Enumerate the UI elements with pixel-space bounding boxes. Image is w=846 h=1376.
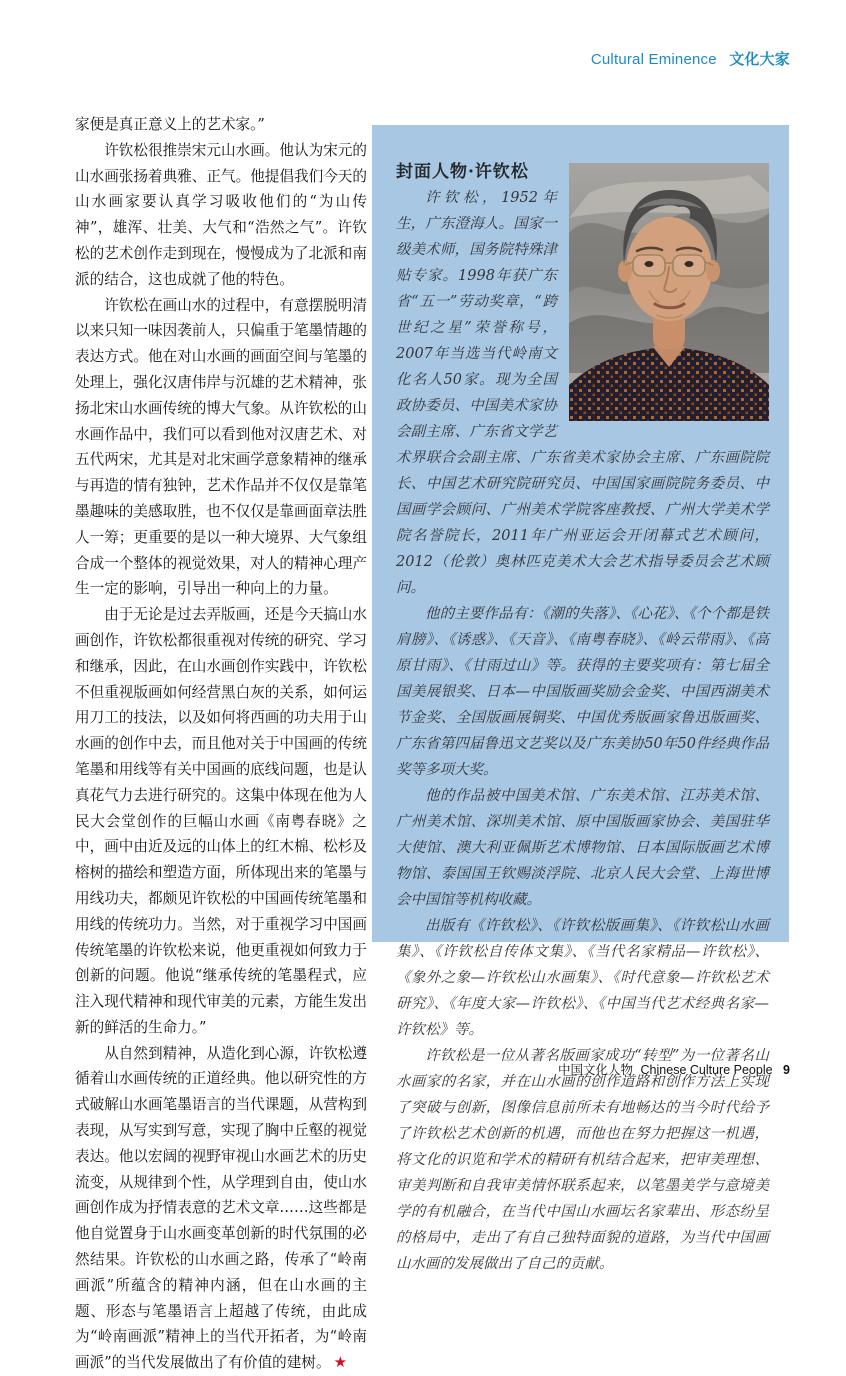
article-end-star-icon: ★ bbox=[333, 1353, 348, 1372]
portrait-photo bbox=[569, 163, 769, 421]
footer-journal-zh: 中国文化人物 bbox=[558, 1063, 634, 1077]
profile-title: 封面人物·许钦松 bbox=[396, 162, 529, 182]
profile-paragraph-4: 出版有《许钦松》、《许钦松版画集》、《许钦松山水画集》、《许钦松自传体文集》、《当代名家精品—许钦松》、《象外之象—许钦松山水画集》、《时代意象—许钦松艺术研究》、《年度大家—许钦松》、《中国当代艺术经典名家—许钦松》等。 bbox=[396, 918, 769, 1038]
section-title-en: Cultural Eminence bbox=[590, 51, 717, 68]
footer-page-number: 9 bbox=[783, 1063, 790, 1077]
page-footer bbox=[558, 1060, 790, 1078]
profile-paragraph-5: 许钦松是一位从著名版画家成功“转型”为一位著名山水画家的名家，并在山水画的创作道路和创作方法上实现了突破与创新，图像信息前所未有地畅达的当今时代给予了许钦松艺术创新的机遇，而他也在努力把握这一机遇，将文化的识览和学术的精研有机结合起来，把审美理想、审美判断和自我审美情怀联系起来，以笔墨美学与意境美学的有机融合，在当代中国山水画坛名家辈出、形态纷呈的格局中，走出了有自己独特面貌的道路，为当代中国画山水画的发展做出了自己的贡献。 bbox=[396, 1048, 769, 1272]
article-paragraph-3: 许钦松在画山水的过程中，有意摆脱明清以来只知一味因袭前人，只偏重于笔墨情趣的表达方式。他在对山水画的画面空间与笔墨的处理上，强化汉唐伟岸与沉雄的艺术精神，张扬北宋山水画传统的博大气象。从许钦松的山水画作品中，我们可以看到他对汉唐艺术、对五代两宋，尤其是对北宋画学意象精神的继承与再造的情有独钟，艺术作品并不仅仅是靠笔墨趣味的美感取胜，也不仅仅是靠画面章法胜人一筹；更重要的是以一种大境界、大气象组合成一个整体的视觉效果，对人的精神心理产生一定的影响，引导出一种向上的力量。 bbox=[75, 296, 367, 598]
footer-journal-en: Chinese Culture People bbox=[640, 1063, 773, 1077]
article-paragraph-5-text: 从自然到精神，从造化到心源，许钦松遵循着山水画传统的正道经典。他以研究性的方式破解山水画笔墨语言的当代课题，从营构到表现，从写实到写意，实现了胸中丘壑的视觉表达。他以宏阔的视野审视山水画艺术的历史流变，从规律到个性，从学理到自由，使山水画创作成为抒情表意的艺术文章……这些都是他自觉置身于山水画变革创新的时代氛围的必然结果。许钦松的山水画之路，传承了“岭南画派”所蕴含的精神内涵，但在山水画的主题、形态与笔墨语言上超越了传统，由此成为“岭南画派”精神上的当代开拓者，为“岭南画派”的当代发展做出了有价值的建树。 bbox=[75, 1044, 367, 1372]
profile-paragraph-3: 他的作品被中国美术馆、广东美术馆、江苏美术馆、广州美术馆、深圳美术馆、原中国版画家协会、美国驻华大使馆、澳大利亚佩斯艺术博物馆、日本国际版画艺术博物馆、泰国国王钦赐淡浮院、北京人民大会堂、上海世博会中国馆等机构收藏。 bbox=[396, 788, 769, 908]
profile-paragraph-1: 许钦松，1952年生，广东澄海人。国家一级美术师，国务院特殊津贴专家。1998年获广东省“五一”劳动奖章，“跨世纪之星”荣誉称号，2007年当选当代岭南文化名人50家。现为全国政协委员、中国美术家协会副主席、广东省文学艺术界联合会副主席、广东省美术家协会主席、广东画院院长、中国艺术研究院研究员、中国国家画院院务委员、中国画学会顾问、广州美术学院客座教授、广州大学美术学院名誉院长，2011年广州亚运会开闭幕式艺术顾问，2012（伦敦）奥林匹克美术大会艺术指导委员会艺术顾问。 bbox=[396, 190, 769, 596]
article-paragraph-4: 由于无论是过去弄版画，还是今天搞山水画创作，许钦松都很重视对传统的研究、学习和继承，因此，在山水画创作实践中，许钦松不但重视版画如何经营黑白灰的关系，如何运用刀工的技法，以及如何将西画的功夫用于山水画的创作中去，而且他对关于中国画的传统笔墨和用线等有关中国画的底线问题，也是认真花气力去进行研究的。这集中体现在他为人民大会堂创作的巨幅山水画《南粤春晓》之中，画中由近及远的山体上的红木棉、松杉及榕树的描绘和塑造方面，所体现出来的笔墨与用线功夫，都颇见许钦松的中国画传统笔墨和用线的传统功力。当然，对于重视学习中国画传统笔墨的许钦松来说，他更重视如何致力于创新的问题。他说“继承传统的笔墨程式，应注入现代精神和现代审美的元素，方能生发出新的鲜活的生命力。” bbox=[75, 606, 367, 1036]
portrait-illustration bbox=[569, 163, 769, 421]
article-paragraph-5 bbox=[75, 1041, 367, 1376]
section-header bbox=[591, 48, 790, 69]
article-body bbox=[75, 112, 367, 1376]
article-paragraph-1: 家便是真正意义上的艺术家。” bbox=[75, 116, 265, 133]
article-paragraph-2: 许钦松很推崇宋元山水画。他认为宋元的山水画张扬着典雅、正气。他提倡我们今天的山水画家要认真学习吸收他们的“为山传神”，雄浑、壮美、大气和“浩然之气”。许钦松的艺术创作走到现在，慢慢成为了北派和南派的结合，这也成就了他的特色。 bbox=[75, 141, 367, 288]
section-title-zh: 文化大家 bbox=[729, 51, 790, 68]
profile-paragraph-2: 他的主要作品有：《潮的失落》、《心花》、《个个都是铁肩膀》、《诱惑》、《天音》、《南粤春晓》、《岭云带雨》、《高原甘雨》、《甘雨过山》等。获得的主要奖项有：第七届全国美展银奖、日本—中国版画奖励会金奖、中国西湖美术节金奖、全国版画展铜奖、中国优秀版画家鲁迅版画奖、广东省第四届鲁迅文艺奖以及广东美协50年50件经典作品奖等多项大奖。 bbox=[396, 606, 769, 778]
